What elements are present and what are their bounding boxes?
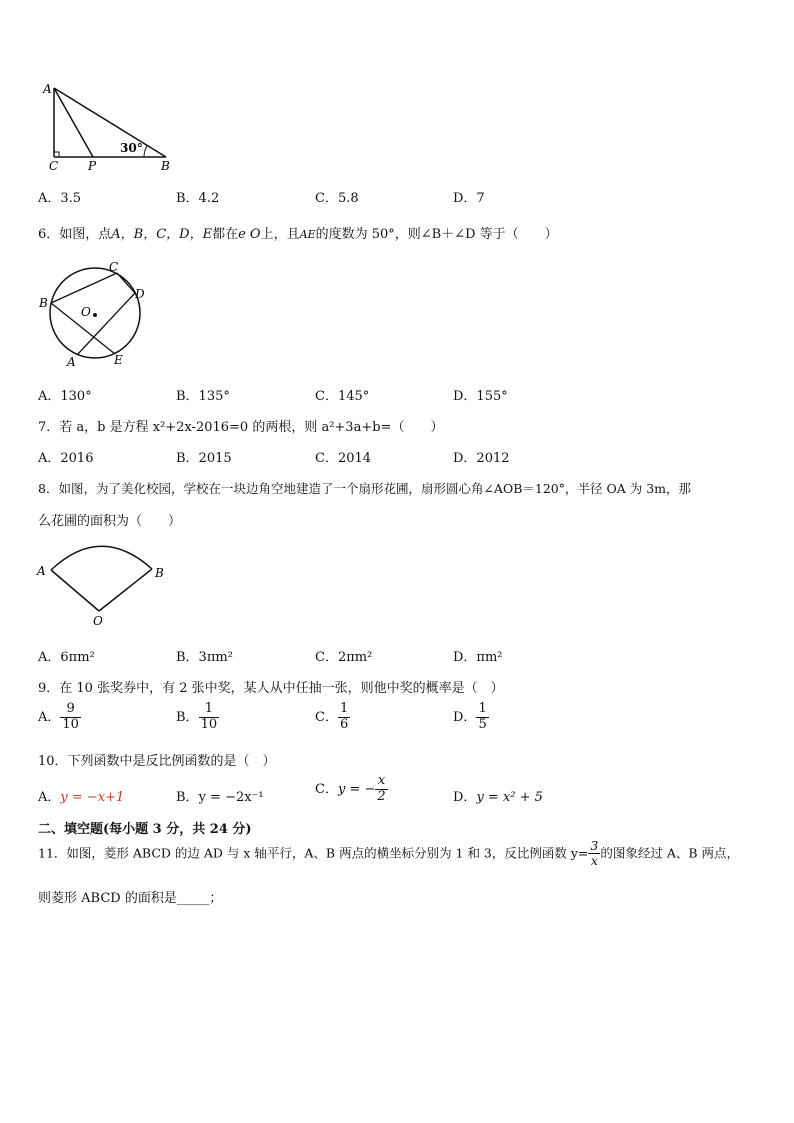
q5-option-c: C．5.8 bbox=[315, 191, 359, 206]
q9-option-d bbox=[453, 702, 489, 733]
q10-d-label: D． bbox=[453, 790, 477, 805]
vertex-c-label: C bbox=[49, 159, 59, 173]
q10-c-numerator: x bbox=[377, 773, 386, 788]
section-2-heading: 二、填空题(每小题 3 分，共 24 分) bbox=[38, 822, 252, 837]
q6-text-4: 的度数为 50°，则∠B＋∠D 等于（ ） bbox=[315, 227, 558, 242]
question-11-line-1 bbox=[38, 839, 739, 869]
circle-c-label: C bbox=[109, 260, 119, 274]
circle-e-label: E bbox=[114, 353, 123, 367]
q10-option-d bbox=[453, 786, 543, 805]
q9-b-numerator: 1 bbox=[204, 701, 213, 716]
q10-b-label: B． bbox=[176, 790, 199, 805]
q11-text-b: 的图象经过 A、B 两点， bbox=[600, 845, 740, 861]
question-11-line-2: 则菱形 ABCD 的面积是_____； bbox=[38, 891, 223, 906]
q5-option-b: B．4.2 bbox=[176, 191, 220, 206]
vertex-b-label: B bbox=[161, 159, 170, 173]
q8-option-b: B．3πm² bbox=[176, 650, 233, 665]
q8-option-d: D．πm² bbox=[453, 650, 503, 665]
question-9: 9．在 10 张奖券中，有 2 张中奖，某人从中任抽一张，则他中奖的概率是（ ） bbox=[38, 681, 504, 696]
q7-option-d: D．2012 bbox=[453, 451, 510, 466]
q9-c-denominator: 6 bbox=[339, 716, 349, 732]
q9-b-label: B． bbox=[176, 709, 199, 725]
q6-points: A，B，C，D，E bbox=[111, 227, 213, 242]
sector-figure bbox=[35, 538, 175, 628]
q9-c-label: C． bbox=[315, 709, 338, 725]
question-6 bbox=[38, 223, 558, 242]
q10-c-denominator: 2 bbox=[377, 788, 386, 804]
circle-figure bbox=[35, 258, 165, 373]
q11-text-a: 11．如图，菱形 ABCD 的边 AD 与 x 轴平行，A、B 两点的横坐标分别为 1 和 3，反比例函数 y= bbox=[38, 845, 589, 861]
sector-a-label: A bbox=[37, 564, 46, 578]
q9-option-b bbox=[176, 702, 219, 733]
circle-center-label: O bbox=[81, 305, 91, 319]
q9-option-a bbox=[38, 702, 81, 733]
vertex-p-label: P bbox=[88, 159, 97, 173]
q5-option-d: D．7 bbox=[453, 191, 485, 206]
question-10: 10．下列函数中是反比例函数的是（ ） bbox=[38, 754, 276, 769]
q6-text-1: 6．如图，点 bbox=[38, 227, 112, 242]
question-8-line-1: 8．如图，为了美化校园，学校在一块边角空地建造了一个扇形花圃，扇形圆心角∠AOB＝120°，半径 OA 为 3m，那 bbox=[38, 481, 691, 496]
q9-d-label: D． bbox=[453, 709, 477, 725]
q7-option-b: B．2015 bbox=[176, 451, 232, 466]
q11-numerator: 3 bbox=[590, 838, 599, 853]
q10-a-label: A． bbox=[38, 790, 61, 805]
q9-option-c bbox=[315, 702, 350, 733]
q6-circle: e O bbox=[238, 227, 261, 242]
q9-a-denominator: 10 bbox=[62, 716, 79, 732]
q9-c-numerator: 1 bbox=[339, 701, 349, 716]
q7-option-a: A．2016 bbox=[38, 451, 94, 466]
q10-d-expression: y = x² + 5 bbox=[476, 790, 543, 805]
q6-option-c: C．145° bbox=[315, 389, 370, 404]
q9-b-denominator: 10 bbox=[200, 716, 218, 732]
q6-text-3: 上，且 bbox=[260, 227, 300, 242]
q8-option-c: C．2πm² bbox=[315, 650, 373, 665]
q8-option-a: A．6πm² bbox=[38, 650, 95, 665]
q11-denominator: x bbox=[588, 853, 600, 868]
circle-b-label: B bbox=[39, 296, 48, 310]
q10-c-label: C． bbox=[315, 781, 338, 797]
q9-d-numerator: 1 bbox=[478, 701, 487, 716]
q6-text-2: 都在 bbox=[212, 227, 239, 242]
circle-a-label: A bbox=[67, 355, 76, 369]
q5-option-a: A．3.5 bbox=[38, 191, 82, 206]
q9-a-label: A． bbox=[38, 709, 61, 725]
q10-a-expression: y = −x+1 bbox=[60, 790, 125, 805]
q6-option-d: D．155° bbox=[453, 389, 508, 404]
q6-arc: AE bbox=[299, 228, 316, 241]
q6-option-b: B．135° bbox=[176, 389, 230, 404]
sector-b-label: B bbox=[155, 566, 164, 580]
question-8-line-2: 么花圃的面积为（ ） bbox=[38, 514, 182, 529]
q9-d-denominator: 5 bbox=[478, 716, 487, 732]
q10-option-b bbox=[176, 786, 264, 805]
q10-option-c bbox=[315, 774, 388, 805]
q10-option-a bbox=[38, 786, 124, 805]
q9-a-numerator: 9 bbox=[66, 701, 75, 716]
angle-label: 30° bbox=[120, 141, 143, 155]
circle-d-label: D bbox=[135, 287, 145, 301]
question-7: 7．若 a，b 是方程 x²+2x-2016=0 的两根，则 a²+3a+b=（ ） bbox=[38, 420, 444, 435]
triangle-figure bbox=[40, 80, 180, 175]
sector-o-label: O bbox=[93, 614, 103, 628]
q6-option-a: A．130° bbox=[38, 389, 92, 404]
vertex-a-label: A bbox=[43, 82, 52, 96]
q10-c-prefix: y = − bbox=[337, 781, 376, 797]
q10-b-expression: y = −2x⁻¹ bbox=[198, 790, 264, 805]
q7-option-c: C．2014 bbox=[315, 451, 372, 466]
